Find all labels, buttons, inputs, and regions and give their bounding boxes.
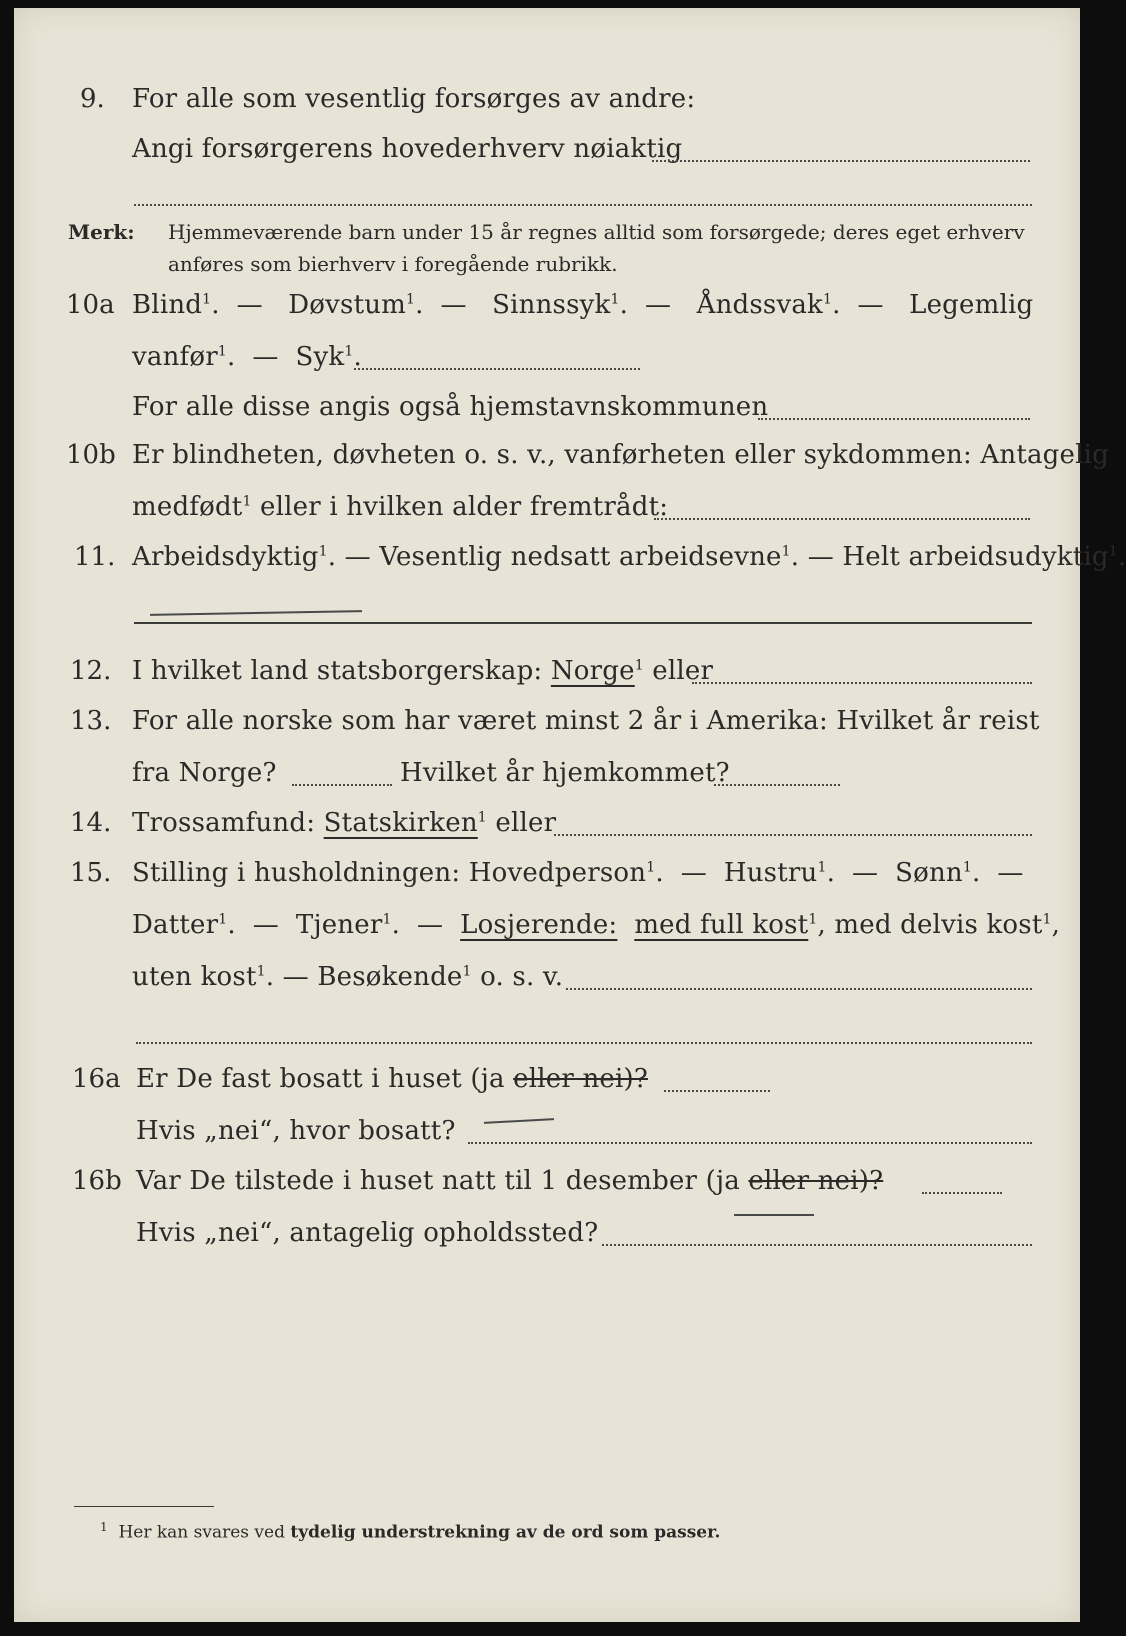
question-13-line-1: For alle norske som har været minst 2 år i Amerika: Hvilket år reist [132,706,1040,736]
answer-line [654,518,1030,520]
item-number: 15. [70,858,112,888]
item-number: 11. [74,542,116,572]
answer-line [136,1042,1032,1044]
question-15-line-3: uten kost$^1$. — Besøkende$^1$ o. s. v. [132,962,564,992]
question-16b-line-1: Var De tilstede i huset natt til 1 desember (ja eller nei)? [136,1166,884,1196]
answer-line [354,368,640,370]
question-10b-line-2: medfødt$^1$ eller i hvilken alder fremtrådt: [132,492,669,522]
question-15-line-2: Datter$^1$. — Tjener$^1$. — Losjerende: med full kost$^1$, med delvis kost$^1$, [132,910,1061,940]
footnote-divider [74,1506,214,1507]
pen-stroke [734,1214,814,1216]
answer-line [692,682,1032,684]
answer-line [292,784,392,786]
question-15-line-1: Stilling i husholdningen: Hovedperson$^1$. — Hustru$^1$. — Sønn$^1$. — [132,858,1024,888]
answer-line [714,784,840,786]
item-number: 9. [80,84,105,114]
question-14-line-1: Trossamfund: Statskirken$^1$ eller [132,808,557,838]
answer-line [652,160,1030,162]
answer-line [134,204,1032,206]
question-10b-line-1: Er blindheten, døvheten o. s. v., vanførheten eller sykdommen: Antagelig [132,440,1109,470]
question-16b-line-2: Hvis „nei“, antagelig opholdssted? [136,1218,599,1248]
question-10a-line-2: vanfør$^1$. — Syk$^1$. [132,342,362,372]
struck-text: eller nei)? [748,1166,884,1196]
answer-line [566,988,1032,990]
item-number: 13. [70,706,112,736]
item-number: 12. [70,656,112,686]
question-16a-line-1: Er De fast bosatt i huset (ja eller nei)? [136,1064,648,1094]
item-number: 16b [72,1166,122,1196]
answer-line [664,1090,770,1092]
item-number: 10a [66,290,115,320]
struck-text: eller nei)? [513,1064,648,1094]
note-label: Merk: [68,220,135,244]
question-16a-line-2: Hvis „nei“, hvor bosatt? [136,1116,456,1146]
answer-line [758,418,1030,420]
underlined-answer: Statskirken [323,808,478,838]
answer-line [922,1192,1002,1194]
question-10a-line-1: Blind$^1$. — Døvstum$^1$. — Sinnssyk$^1$. — Åndssvak$^1$. — Legemlig [132,290,1034,320]
note-line-1: Hjemmeværende barn under 15 år regnes alltid som forsørgede; deres eget erhverv [168,220,1025,244]
note-line-2: anføres som bierhverv i foregående rubrikk. [168,252,618,276]
item-number: 14. [70,808,112,838]
option-deaf: Døvstum [288,290,407,320]
pen-stroke [484,1118,554,1124]
answer-line [554,834,1032,836]
section-divider [134,622,1032,624]
question-12-line-1: I hvilket land statsborgerskap: Norge$^1$ eller [132,656,714,686]
underlined-answer: Losjerende: [460,910,618,940]
answer-line [468,1142,1032,1144]
option-physical: Legemlig [909,290,1034,320]
pen-stroke [150,610,362,616]
question-9-line-2: Angi forsørgerens hovederhverv nøiaktig [132,134,683,164]
census-form-page [14,8,1126,1622]
answer-line [602,1244,1032,1246]
question-11-line-1: Arbeidsdyktig$^1$. — Vesentlig nedsatt arbeidsevne$^1$. — Helt arbeidsudyktig$^1$. [132,542,1126,572]
item-number: 16a [72,1064,121,1094]
option-insane: Sinnssyk [492,290,611,320]
question-13-line-2a: fra Norge? [132,758,277,788]
item-number: 10b [66,440,116,470]
option-blind: Blind [132,290,203,320]
underlined-answer: med full kost [634,910,809,940]
footnote: $^1$ Her kan svares ved tydelig understrekning av de ord som passer. [100,1520,721,1543]
question-10a-line-3: For alle disse angis også hjemstavnskommunen [132,392,769,422]
underlined-answer: Norge [550,656,635,686]
question-9-line-1: For alle som vesentlig forsørges av andre: [132,84,696,114]
question-13-line-2b: Hvilket år hjemkommet? [400,758,730,788]
option-mental: Åndssvak [696,290,824,320]
